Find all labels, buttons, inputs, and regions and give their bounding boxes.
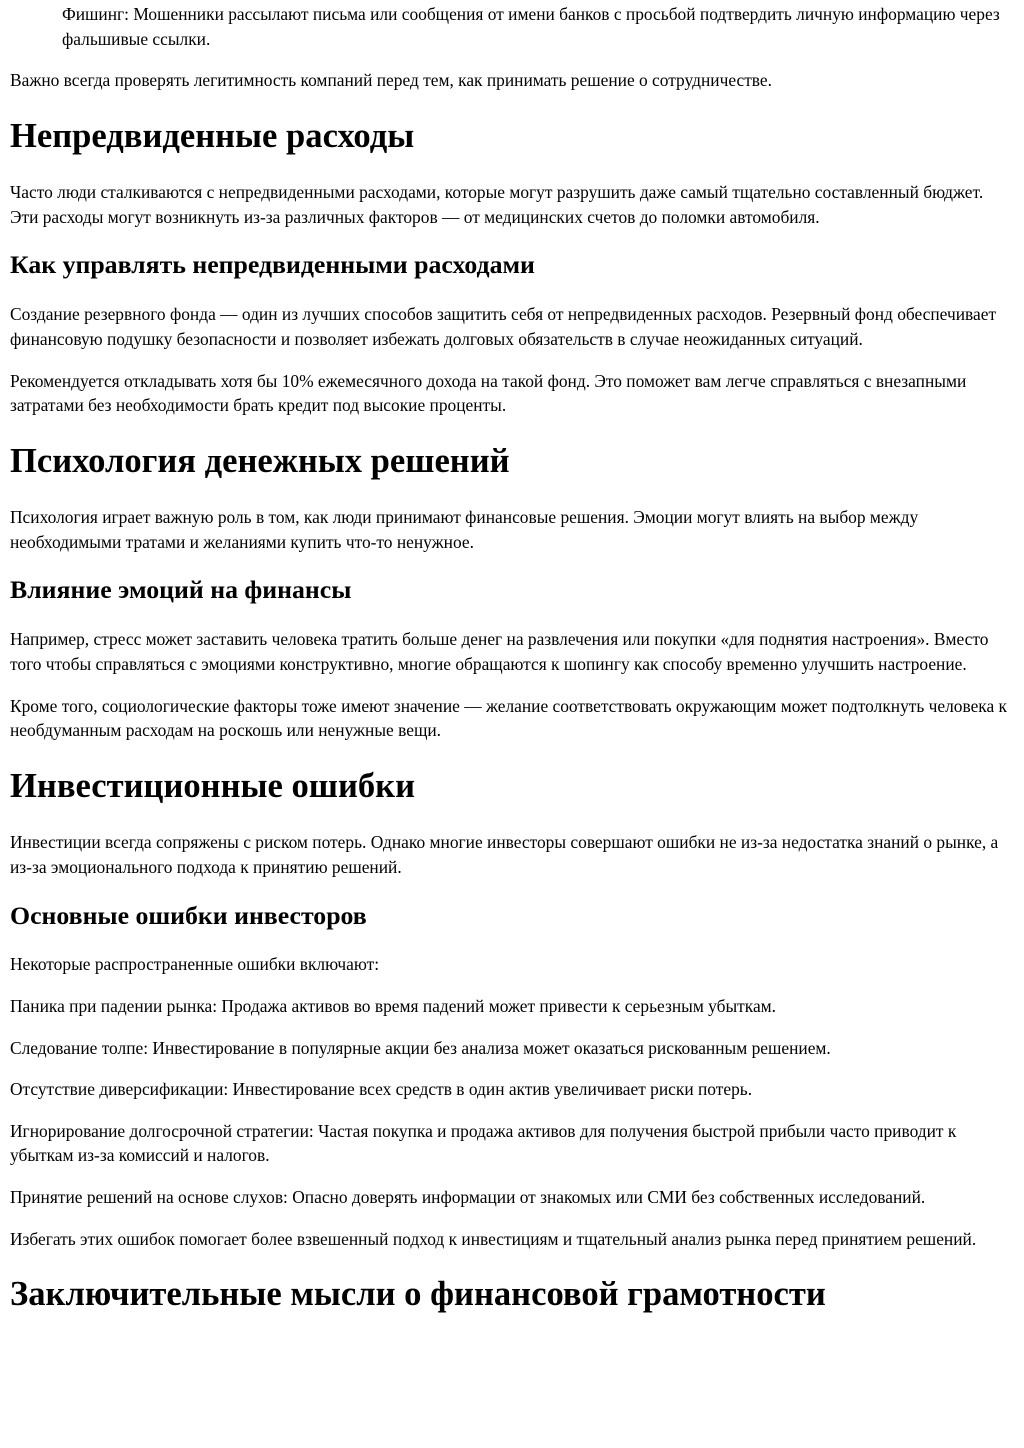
- paragraph-herd-following: Следование толпе: Инвестирование в популярные акции без анализа может оказаться рискованным решением.: [10, 1037, 831, 1058]
- heading-unexpected-expenses: Непредвиденные расходы: [10, 116, 415, 155]
- paragraph-check-legitimacy: Важно всегда проверять легитимность компаний перед тем, как принимать решение о сотрудничестве.: [10, 70, 772, 91]
- heading-money-psychology: Психология денежных решений: [10, 441, 510, 480]
- paragraph-unexpected-intro: Часто люди сталкиваются с непредвиденными расходами, которые могут разрушить даже самый тщательно составленный бюджет. Эти расходы могут возникнуть из-за различных факторов — от медицинских счетов до поломки автомобиля.: [10, 182, 984, 227]
- paragraph-rumor-decisions: Принятие решений на основе слухов: Опасно доверять информации от знакомых или СМИ без собственных исследований.: [10, 1187, 926, 1208]
- subheading-manage-unexpected: Как управлять непредвиденными расходами: [10, 250, 535, 280]
- paragraph-save-ten-percent: Рекомендуется откладывать хотя бы 10% ежемесячного дохода на такой фонд. Это поможет вам легче справляться с внезапными затратами без необходимости брать кредит под высокие проценты.: [10, 370, 967, 416]
- document-page: [10, 2, 1014, 1448]
- paragraph-psychology-intro: Психология играет важную роль в том, как люди принимают финансовые решения. Эмоции могут влиять на выбор между необходимыми тратами и желаниями купить что-то ненужное.: [10, 507, 919, 552]
- phishing-list-item: [10, 2, 1014, 51]
- subheading-main-investor-mistakes: Основные ошибки инвесторов: [10, 900, 367, 930]
- paragraph-avoid-mistakes: Избегать этих ошибок помогает более взвешенный подход к инвестициям и тщательный анализ рынка перед принятием решений.: [10, 1228, 977, 1249]
- paragraph-reserve-fund: Создание резервного фонда — один из лучших способов защитить себя от непредвиденных расходов. Резервный фонд обеспечивает финансовую подушку безопасности и позволяет избежать долговых обязательств в случае неожиданных ситуаций.: [10, 304, 997, 350]
- paragraph-social-factors: Кроме того, социологические факторы тоже имеют значение — желание соответствовать окружающим может подтолкнуть человека к необдуманным расходам на роскошь или ненужные вещи.: [10, 695, 1008, 741]
- paragraph-panic-selling: Паника при падении рынка: Продажа активов во время падений может привести к серьезным убыткам.: [10, 996, 777, 1017]
- paragraph-no-diversification: Отсутствие диверсификации: Инвестирование всех средств в один актив увеличивает риски потерь.: [10, 1079, 753, 1100]
- heading-investment-mistakes: Инвестиционные ошибки: [10, 766, 416, 805]
- paragraph-ignoring-strategy: Игнорирование долгосрочной стратегии: Частая покупка и продажа активов для получения быстрой прибыли часто приводит к убыткам из-за комиссий и налогов.: [10, 1120, 957, 1166]
- subheading-emotions-finance: Влияние эмоций на финансы: [10, 575, 352, 605]
- heading-final-thoughts: Заключительные мысли о финансовой грамотности: [10, 1275, 826, 1314]
- paragraph-common-mistakes-lead: Некоторые распространенные ошибки включают:: [10, 954, 380, 975]
- paragraph-stress-shopping: Например, стресс может заставить человека тратить больше денег на развлечения или покупки «для поднятия настроения». Вместо того чтобы справляться с эмоциями конструктивно, многие обращаются к шопингу как способу временно улучшить настроение.: [10, 629, 989, 675]
- phishing-list-item-text: Фишинг: Мошенники рассылают письма или сообщения от имени банков с просьбой подтвердить личную информацию через фальшивые ссылки.: [62, 4, 1000, 49]
- paragraph-investment-intro: Инвестиции всегда сопряжены с риском потерь. Однако многие инвесторы совершают ошибки не из-за недостатка знаний о рынке, а из-за эмоционального подхода к принятию решений.: [10, 832, 999, 877]
